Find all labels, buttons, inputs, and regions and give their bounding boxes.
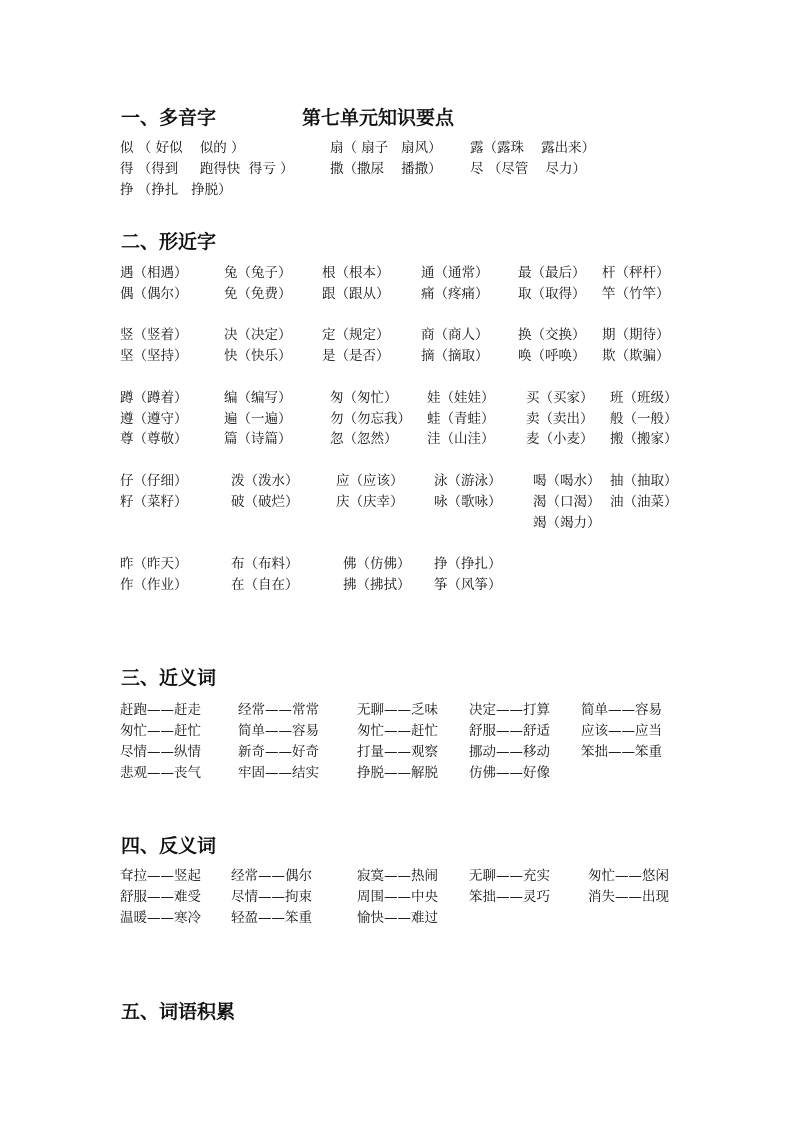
synonym-pair: 匆忙——赶忙 (120, 723, 201, 739)
similar-char-entry: 班（班级） (610, 390, 678, 406)
similar-char-entry: 拂（拂拭） (343, 577, 411, 593)
synonym-pair: 笨拙——笨重 (581, 744, 662, 760)
similar-char-entry: 作（作业） (120, 577, 188, 593)
similar-char-entry: 卖（卖出） (526, 411, 594, 427)
antonym-pair: 笨拙——灵巧 (469, 889, 550, 905)
synonym-pair: 挣脱——解脱 (357, 765, 438, 781)
section-heading-antonyms: 四、反义词 (121, 835, 217, 857)
similar-char-entry: 欺（欺骗） (602, 348, 670, 364)
similar-char-entry: 喝（喝水） (533, 473, 601, 489)
similar-char-entry: 通（通常） (421, 265, 489, 281)
similar-char-entry: 尊（尊敬） (120, 431, 188, 447)
similar-char-entry: 匆（匆忙） (330, 390, 398, 406)
similar-char-entry: 布（布料） (231, 556, 299, 572)
synonym-pair: 决定——打算 (469, 702, 550, 718)
polyphonic-entry: 似 （ 好似 似的 ） (120, 140, 245, 156)
similar-char-entry: 摘（摘取） (421, 348, 489, 364)
polyphonic-entry: 扇（ 扇子 扇风） (330, 140, 442, 156)
similar-char-entry: 遍（一遍） (224, 411, 292, 427)
similar-char-entry: 娃（娃娃） (427, 390, 495, 406)
synonym-pair: 匆忙——赶忙 (357, 723, 438, 739)
synonym-pair: 牢固——结实 (238, 765, 319, 781)
page-title: 第七单元知识要点 (302, 107, 455, 129)
similar-char-entry: 唤（呼唤） (518, 348, 586, 364)
synonym-pair: 挪动——移动 (469, 744, 550, 760)
synonym-pair: 舒服——舒适 (469, 723, 550, 739)
section-heading-vocabulary: 五、词语积累 (121, 1001, 236, 1023)
similar-char-entry: 遇（相遇） (120, 265, 188, 281)
antonym-pair: 消失——出现 (588, 889, 669, 905)
similar-char-entry: 蹲（蹲着） (120, 390, 188, 406)
antonym-pair: 轻盈——笨重 (231, 910, 312, 926)
similar-char-entry: 商（商人） (421, 327, 489, 343)
similar-char-entry: 咏（歌咏） (434, 494, 502, 510)
similar-char-entry: 蛙（青蛙） (427, 411, 495, 427)
synonym-pair: 无聊——乏味 (357, 702, 438, 718)
antonym-pair: 经常——偶尔 (231, 868, 312, 884)
synonym-pair: 仿佛——好像 (469, 765, 550, 781)
similar-char-entry: 根（根本） (322, 265, 390, 281)
similar-char-entry: 应（应该） (336, 473, 404, 489)
antonym-pair: 寂寞——热闹 (357, 868, 438, 884)
similar-char-entry: 决（决定） (224, 327, 292, 343)
similar-char-entry: 竖（竖着） (120, 327, 188, 343)
antonym-pair: 舒服——难受 (120, 889, 201, 905)
antonym-pair: 匆忙——悠闲 (588, 868, 669, 884)
similar-char-entry: 般（一般） (610, 411, 678, 427)
similar-char-entry: 筝（风筝） (434, 577, 502, 593)
similar-char-entry: 快（快乐） (224, 348, 292, 364)
antonym-pair: 尽情——拘束 (231, 889, 312, 905)
similar-char-entry: 杆（秤杆） (602, 265, 670, 281)
similar-char-entry: 偶（偶尔） (120, 286, 188, 302)
similar-char-entry: 泳（游泳） (434, 473, 502, 489)
similar-char-entry: 竿（竹竿） (602, 286, 670, 302)
similar-char-entry: 期（期待） (602, 327, 670, 343)
polyphonic-entry: 得 （得到 跑得快 得亏 ） (120, 161, 294, 177)
similar-char-entry: 跟（跟从） (322, 286, 390, 302)
similar-char-entry: 麦（小麦） (526, 431, 594, 447)
antonym-pair: 愉快——难过 (357, 910, 438, 926)
similar-char-entry: 洼（山洼） (427, 431, 495, 447)
synonym-pair: 新奇——好奇 (238, 744, 319, 760)
antonym-pair: 周围——中央 (357, 889, 438, 905)
similar-char-entry: 昨（昨天） (120, 556, 188, 572)
similar-char-entry: 免（免费） (224, 286, 292, 302)
similar-char-entry: 在（自在） (231, 577, 299, 593)
synonym-pair: 简单——容易 (581, 702, 662, 718)
similar-char-entry: 泼（泼水） (231, 473, 299, 489)
synonym-pair: 打量——观察 (357, 744, 438, 760)
similar-char-entry: 买（买家） (526, 390, 594, 406)
similar-char-entry: 挣（挣扎） (434, 556, 502, 572)
polyphonic-entry: 撒（撒尿 播撒） (330, 161, 442, 177)
similar-char-entry: 勿（勿忘我） (330, 411, 411, 427)
polyphonic-entry: 尽 （尽管 尽力） (470, 161, 586, 177)
antonym-pair: 耷拉——竖起 (120, 868, 201, 884)
similar-char-entry: 籽（菜籽） (120, 494, 188, 510)
section-heading-similar-chars: 二、形近字 (121, 231, 217, 253)
similar-char-entry: 佛（仿佛） (343, 556, 411, 572)
similar-char-entry: 忽（忽然） (330, 431, 398, 447)
similar-char-entry: 定（规定） (322, 327, 390, 343)
similar-char-entry: 编（编写） (224, 390, 292, 406)
polyphonic-entry: 挣 （挣扎 挣脱） (120, 182, 232, 198)
similar-char-entry: 最（最后） (518, 265, 586, 281)
synonym-pair: 简单——容易 (238, 723, 319, 739)
similar-char-entry: 篇（诗篇） (224, 431, 292, 447)
similar-char-entry: 坚（坚持） (120, 348, 188, 364)
similar-char-entry: 竭（竭力） (533, 515, 601, 531)
antonym-pair: 温暖——寒冷 (120, 910, 201, 926)
similar-char-entry: 是（是否） (322, 348, 390, 364)
similar-char-entry: 搬（搬家） (610, 431, 678, 447)
similar-char-entry: 遵（遵守） (120, 411, 188, 427)
similar-char-entry: 痛（疼痛） (421, 286, 489, 302)
similar-char-entry: 破（破烂） (231, 494, 299, 510)
synonym-pair: 应该——应当 (581, 723, 662, 739)
similar-char-entry: 取（取得） (518, 286, 586, 302)
section-heading-synonyms: 三、近义词 (121, 667, 217, 689)
similar-char-entry: 仔（仔细） (120, 473, 188, 489)
similar-char-entry: 换（交换） (518, 327, 586, 343)
similar-char-entry: 抽（抽取） (610, 473, 678, 489)
synonym-pair: 赶跑——赶走 (120, 702, 201, 718)
synonym-pair: 经常——常常 (238, 702, 319, 718)
similar-char-entry: 庆（庆幸） (336, 494, 404, 510)
similar-char-entry: 油（油菜） (610, 494, 678, 510)
antonym-pair: 无聊——充实 (469, 868, 550, 884)
similar-char-entry: 兔（兔子） (224, 265, 292, 281)
similar-char-entry: 渴（口渴） (533, 494, 601, 510)
synonym-pair: 悲观——丧气 (120, 765, 201, 781)
section-heading-polyphonic: 一、多音字 (121, 107, 217, 129)
synonym-pair: 尽情——纵情 (120, 744, 201, 760)
polyphonic-entry: 露（露珠 露出来） (470, 140, 596, 156)
